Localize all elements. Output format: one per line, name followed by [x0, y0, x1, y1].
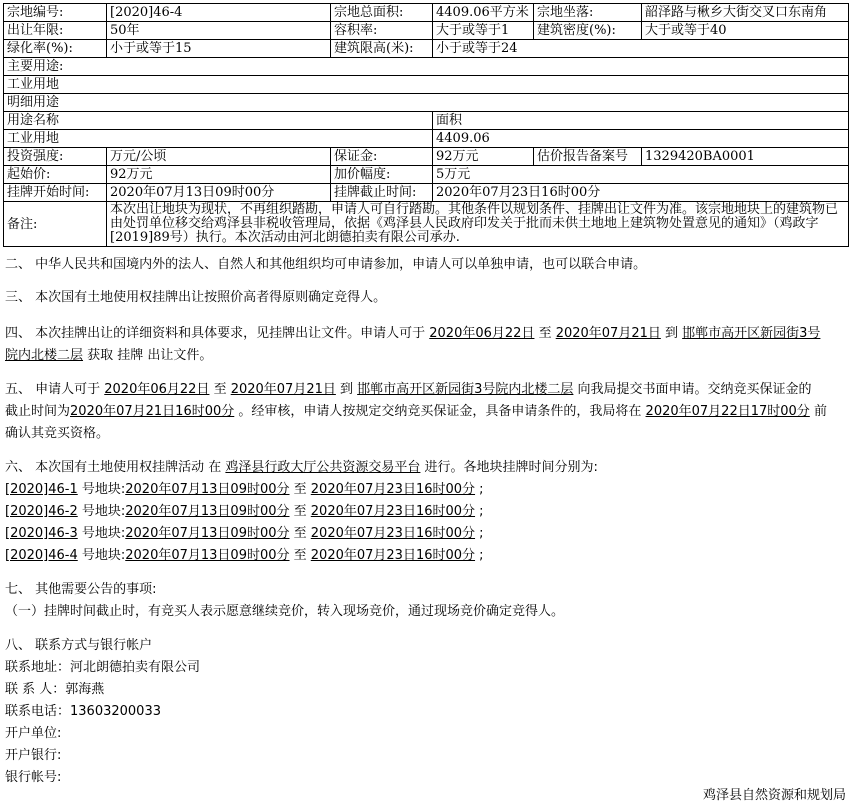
table-row	[4, 4, 849, 22]
date: 2020年07月21日	[230, 382, 336, 397]
date: 2020年06月22日	[429, 326, 535, 341]
remarks-value: 本次出让地块为现状，不再组织踏勘，申请人可自行踏勘。其他条件以规划条件、挂牌出让文件为准。该宗地地块上的建筑物已由处罚单位移交给鸡泽县非税收管理局，依据《鸡泽县人民政府印发关于批而未供土地地上建筑物处置意见的通知》（鸡政字[2019]89号）执行。本次活动由河北朗德拍卖有限公司承办.	[107, 202, 849, 247]
account-org: 开户单位:	[5, 726, 62, 741]
investment-label: 投资强度:	[4, 148, 107, 166]
lot-row	[5, 545, 848, 567]
text: ;	[475, 526, 484, 541]
section-6	[5, 457, 848, 567]
table-row	[4, 94, 849, 112]
use-name-value: 工业用地	[4, 130, 433, 148]
section-6-line-1	[5, 457, 848, 479]
text: 至	[289, 482, 311, 497]
section-2-text: 二、 中华人民共和国境内外的法人、自然人和其他组织均可申请参加，申请人可以单独申请，也可以联合申请。	[5, 257, 647, 272]
section-5	[5, 379, 848, 445]
date: 2020年07月13日09时00分	[125, 548, 290, 563]
table-row	[4, 184, 849, 202]
contact-person: 联 系 人：郭海燕	[5, 682, 105, 697]
use-name-header: 用途名称	[4, 112, 433, 130]
density-value: 大于或等于40	[642, 22, 849, 40]
date: 2020年07月23日16时00分	[310, 504, 476, 519]
date: 2020年06月22日	[104, 382, 210, 397]
parcel-id-value: [2020]46-4	[107, 4, 331, 22]
contact-phone: 联系电话：13603200033	[5, 704, 161, 719]
lot-row	[5, 501, 848, 523]
issuer-signature: 鸡泽县自然资源和规划局	[702, 788, 846, 803]
table-row	[4, 22, 849, 40]
lot-row	[5, 479, 848, 501]
text: 获取 挂牌 出让文件。	[83, 348, 213, 363]
start-price-value: 92万元	[107, 166, 331, 184]
main-use-value: 工业用地	[4, 76, 849, 94]
text: ;	[475, 482, 484, 497]
section-7-title: 七、 其他需要公告的事项:	[5, 582, 157, 597]
text: 号地块:	[77, 504, 126, 519]
section-5-line-3: 确认其竞买资格。	[5, 426, 110, 441]
section-3	[5, 287, 848, 309]
lot-row	[5, 523, 848, 545]
place: 院内北楼二层	[5, 348, 84, 363]
increment-value: 5万元	[433, 166, 849, 184]
term-value: 50年	[107, 22, 331, 40]
contact-address: 联系地址：河北朗德拍卖有限公司	[5, 660, 201, 675]
lot-link[interactable]: [2020]46-3	[5, 526, 78, 541]
text: 前	[809, 404, 827, 419]
location-label: 宗地坐落:	[534, 4, 642, 22]
section-2	[5, 254, 848, 276]
text: 向我局提交书面申请。交纳竞买保证金的	[573, 382, 812, 397]
appraisal-value: 1329420BA0001	[642, 148, 849, 166]
text: 到	[335, 382, 358, 397]
lot-link[interactable]: [2020]46-4	[5, 548, 78, 563]
date: 2020年07月21日	[555, 326, 661, 341]
place: 邯郸市高开区新园街3号院内北楼二层	[357, 382, 574, 397]
date: 2020年07月13日09时00分	[125, 504, 290, 519]
text: 号地块:	[77, 548, 126, 563]
date: 2020年07月21日16时00分	[70, 404, 235, 419]
text: 至	[534, 326, 556, 341]
deposit-label: 保证金:	[331, 148, 433, 166]
parcel-id-label: 宗地编号:	[4, 4, 107, 22]
text: 到	[660, 326, 683, 341]
listing-end-label: 挂牌截止时间:	[331, 184, 433, 202]
increment-label: 加价幅度:	[331, 166, 433, 184]
green-rate-label: 绿化率(%):	[4, 40, 107, 58]
section-3-text: 三、 本次国有土地使用权挂牌出让按照价高者得原则确定竞得人。	[5, 290, 387, 305]
height-limit-value: 小于或等于24	[433, 40, 849, 58]
text: 至	[209, 382, 231, 397]
investment-value: 万元/公顷	[107, 148, 331, 166]
text: 进行。各地块挂牌时间分别为:	[420, 460, 598, 475]
text: ;	[475, 504, 484, 519]
lot-link[interactable]: [2020]46-2	[5, 504, 78, 519]
date: 2020年07月23日16时00分	[310, 548, 476, 563]
height-limit-label: 建筑限高(米):	[331, 40, 433, 58]
section-4	[5, 323, 848, 367]
far-label: 容积率:	[331, 22, 433, 40]
total-area-label: 宗地总面积:	[331, 4, 433, 22]
section-8	[5, 635, 848, 789]
term-label: 出让年限:	[4, 22, 107, 40]
date: 2020年07月22日17时00分	[645, 404, 810, 419]
section-4-line-1	[5, 323, 848, 345]
section-8-title: 八、 联系方式与银行帐户	[5, 638, 153, 653]
lot-link[interactable]: [2020]46-1	[5, 482, 78, 497]
remarks-label: 备注:	[4, 202, 107, 247]
date: 2020年07月23日16时00分	[310, 526, 476, 541]
account-bank: 开户银行:	[5, 748, 62, 763]
text: 六、 本次国有土地使用权挂牌活动 在	[5, 460, 226, 475]
place: 邯郸市高开区新园街3号	[682, 326, 821, 341]
date: 2020年07月13日09时00分	[125, 482, 290, 497]
venue: 鸡泽县行政大厅公共资源交易平台	[225, 460, 421, 475]
land-info-table	[3, 3, 849, 247]
table-row	[4, 148, 849, 166]
text: 号地块:	[77, 526, 126, 541]
section-5-line-2	[5, 401, 848, 423]
section-7	[5, 579, 848, 623]
start-price-label: 起始价:	[4, 166, 107, 184]
listing-end-value: 2020年07月23日16时00分	[433, 184, 849, 202]
table-row	[4, 58, 849, 76]
text: 至	[289, 526, 311, 541]
table-row	[4, 76, 849, 94]
appraisal-label: 估价报告备案号	[534, 148, 642, 166]
density-label: 建筑密度(%):	[534, 22, 642, 40]
total-area-value: 4409.06平方米	[433, 4, 534, 22]
text: 五、 申请人可于	[5, 382, 105, 397]
text: 。经审核，申请人按规定交纳竞买保证金，具备申请条件的，我局将在	[234, 404, 646, 419]
text: 四、 本次挂牌出让的详细资料和具体要求，见挂牌出让文件。申请人可于	[5, 326, 430, 341]
table-row	[4, 130, 849, 148]
area-value: 4409.06	[433, 130, 849, 148]
text: 至	[289, 504, 311, 519]
section-5-line-1	[5, 379, 848, 401]
deposit-value: 92万元	[433, 148, 534, 166]
section-7-item: （一）挂牌时间截止时，有竞买人表示愿意继续竞价，转入现场竞价，通过现场竞价确定竞得人。	[5, 604, 565, 619]
account-number: 银行帐号:	[5, 770, 62, 785]
text: 号地块:	[77, 482, 126, 497]
text: 至	[289, 548, 311, 563]
table-row	[4, 202, 849, 247]
date: 2020年07月13日09时00分	[125, 526, 290, 541]
listing-start-label: 挂牌开始时间:	[4, 184, 107, 202]
area-header: 面积	[433, 112, 849, 130]
text: 截止时间为	[5, 404, 71, 419]
main-use-label: 主要用途:	[4, 58, 849, 76]
table-row	[4, 112, 849, 130]
far-value: 大于或等于1	[433, 22, 534, 40]
detail-use-label: 明细用途	[4, 94, 849, 112]
date: 2020年07月23日16时00分	[310, 482, 476, 497]
location-value: 韶泽路与楸乡大街交叉口东南角	[642, 4, 849, 22]
section-4-line-2	[5, 345, 848, 367]
listing-start-value: 2020年07月13日09时00分	[107, 184, 331, 202]
text: ;	[475, 548, 484, 563]
table-row	[4, 166, 849, 184]
table-row	[4, 40, 849, 58]
green-rate-value: 小于或等于15	[107, 40, 331, 58]
